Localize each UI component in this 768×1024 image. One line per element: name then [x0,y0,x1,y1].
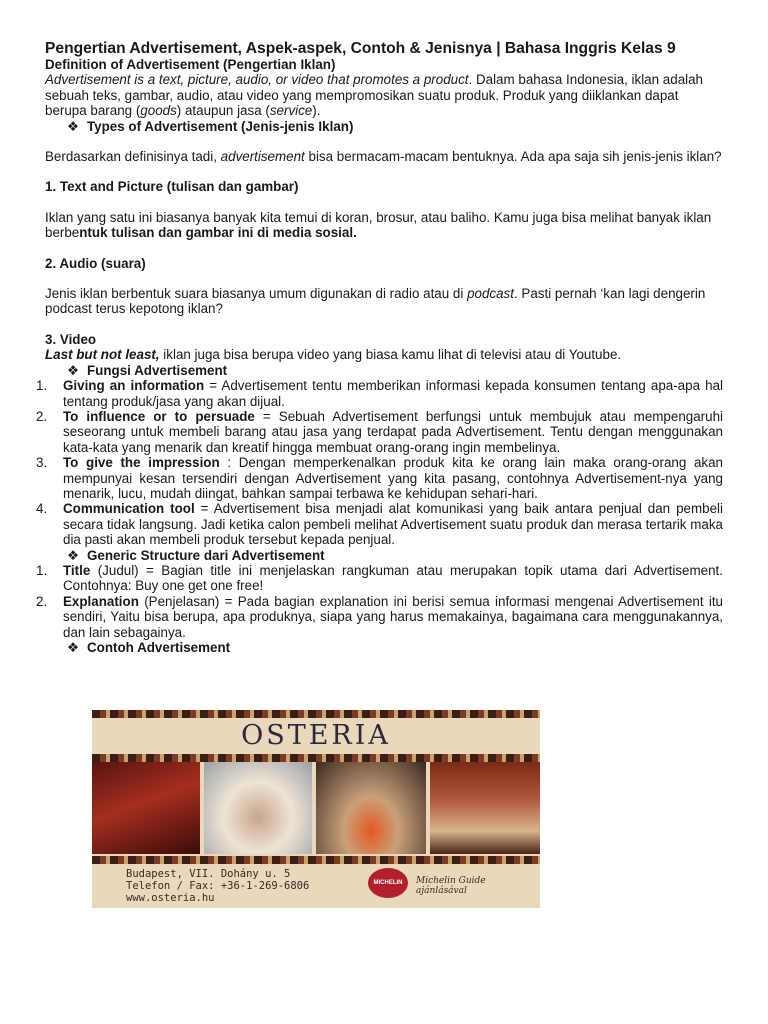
decorative-border-bottom [92,856,540,864]
dish-photo [204,762,312,854]
page-title: Pengertian Advertisement, Aspek-aspek, Contoh & Jenisnya | Bahasa Inggris Kelas 9 [45,40,676,57]
list-item: 1. Title (Judul) = Bagian title ini menjelaskan rangkuman atau merupakan topik utama dari Advertisement. Contohnya: Buy one get one free! [36,562,723,594]
structure-heading: ❖ Generic Structure dari Advertisement [67,547,325,563]
type-video-paragraph: Last but not least, iklan juga bisa berupa video yang biasa kamu lihat di televisi atau di Youtube. [45,347,622,363]
structure-list [36,562,723,640]
michelin-badge-icon: MICHELIN [368,868,408,898]
diamond-bullet-icon: ❖ [67,640,80,655]
type-audio-paragraph: Jenis iklan berbentuk suara biasanya umum digunakan di radio atau di podcast. Pasti pernah ‘kan lagi dengerin podcast terus kepotong iklan? [45,286,706,317]
type-text-heading: 1. Text and Picture (tulisan dan gambar) [45,179,299,195]
pasta-photo [316,762,426,854]
example-advertisement-image [92,710,540,908]
list-item: 2. To influence or to persuade = Sebuah Advertisement berfungsi untuk membujuk atau mempengaruhi seseorang untuk membeli barang atau jasa yang terdapat pada Advertisement. Tentu dengan menggunakan kata-kata yang menarik dan kreatif hingga membuat orang-orang ingin membelinya. [36,408,723,455]
list-item: 3. To give the impression : Dengan memperkenalkan produk kita ke orang lain maka orang-orang akan mempunyai kesan tersendiri dengan Advertisement yang kita pasang, contohnya Advertisement-nya yang menarik, lucu, mudah diingat, bahkan sampai terbawa ke kehidupan sehari-hari. [36,455,723,501]
type-video-heading: 3. Video [45,331,97,347]
restaurant-interior-photo [92,762,200,854]
diamond-bullet-icon: ❖ [67,362,80,378]
diamond-bullet-icon: ❖ [67,118,80,134]
list-item: 1. Giving an information = Advertisement tentu memberikan informasi kepada konsumen tentang apa-apa hal tentang produk/jasa yang akan dijual. [36,378,723,409]
dining-room-photo [430,762,540,854]
diamond-bullet-icon: ❖ [67,547,80,563]
example-heading: ❖ Contoh Advertisement [67,640,231,655]
type-audio-heading: 2. Audio (suara) [45,255,146,271]
michelin-guide-note: Michelin Guide ajánlásával [416,876,486,896]
list-item: 4. Communication tool = Advertisement bisa menjadi alat komunikasi yang baik antara penjual dan pembeli secara tidak langsung. Jadi ketika calon pembeli melihat Advertisement suatu produk dan merasa tertarik maka dia pasti akan membeli produk tersebut kepada penjual. [36,501,723,548]
definition-paragraph: Advertisement is a text, picture, audio, or video that promotes a product. Dalam bahasa Indonesia, iklan adalah sebuah teks, gambar, audio, atau video yang mempromosikan suatu produk. Produk yang diiklankan dapat berupa barang (goods) ataupun jasa (service). [45,72,704,119]
ad-brand-title: OSTERIA [241,720,391,751]
list-item: 2. Explanation (Penjelasan) = Pada bagian explanation ini berisi semua informasi mengenai Advertisement itu sendiri, Yaitu bisa berupa, apa produknya, siapa yang harus memakainya, bagaimana cara menggunakannya, dan lain sebagainya. [36,593,723,640]
types-heading: ❖ Types of Advertisement (Jenis-jenis Iklan) [67,118,354,134]
document-body [36,40,723,655]
ad-contact-info: Budapest, VII. Dohány u. 5 Telefon / Fax: +36-1-269-6806 www.osteria.hu [126,868,310,904]
functions-list [36,378,723,548]
types-intro: Berdasarkan definisinya tadi, advertisement bisa bermacam-macam bentuknya. Ada apa saja sih jenis-jenis iklan? [45,149,722,165]
decorative-border-mid [92,754,540,762]
type-text-paragraph: Iklan yang satu ini biasanya banyak kita temui di koran, brosur, atau baliho. Kamu juga bisa melihat banyak iklan berbentuk tulisan dan gambar ini di media sosial. [45,209,712,241]
definition-italic: Advertisement is a text, picture, audio, or video that promotes a product [45,72,469,88]
definition-heading: Definition of Advertisement (Pengertian Iklan) [45,57,336,72]
functions-heading: ❖ Fungsi Advertisement [67,362,228,378]
decorative-border-top [92,710,540,718]
